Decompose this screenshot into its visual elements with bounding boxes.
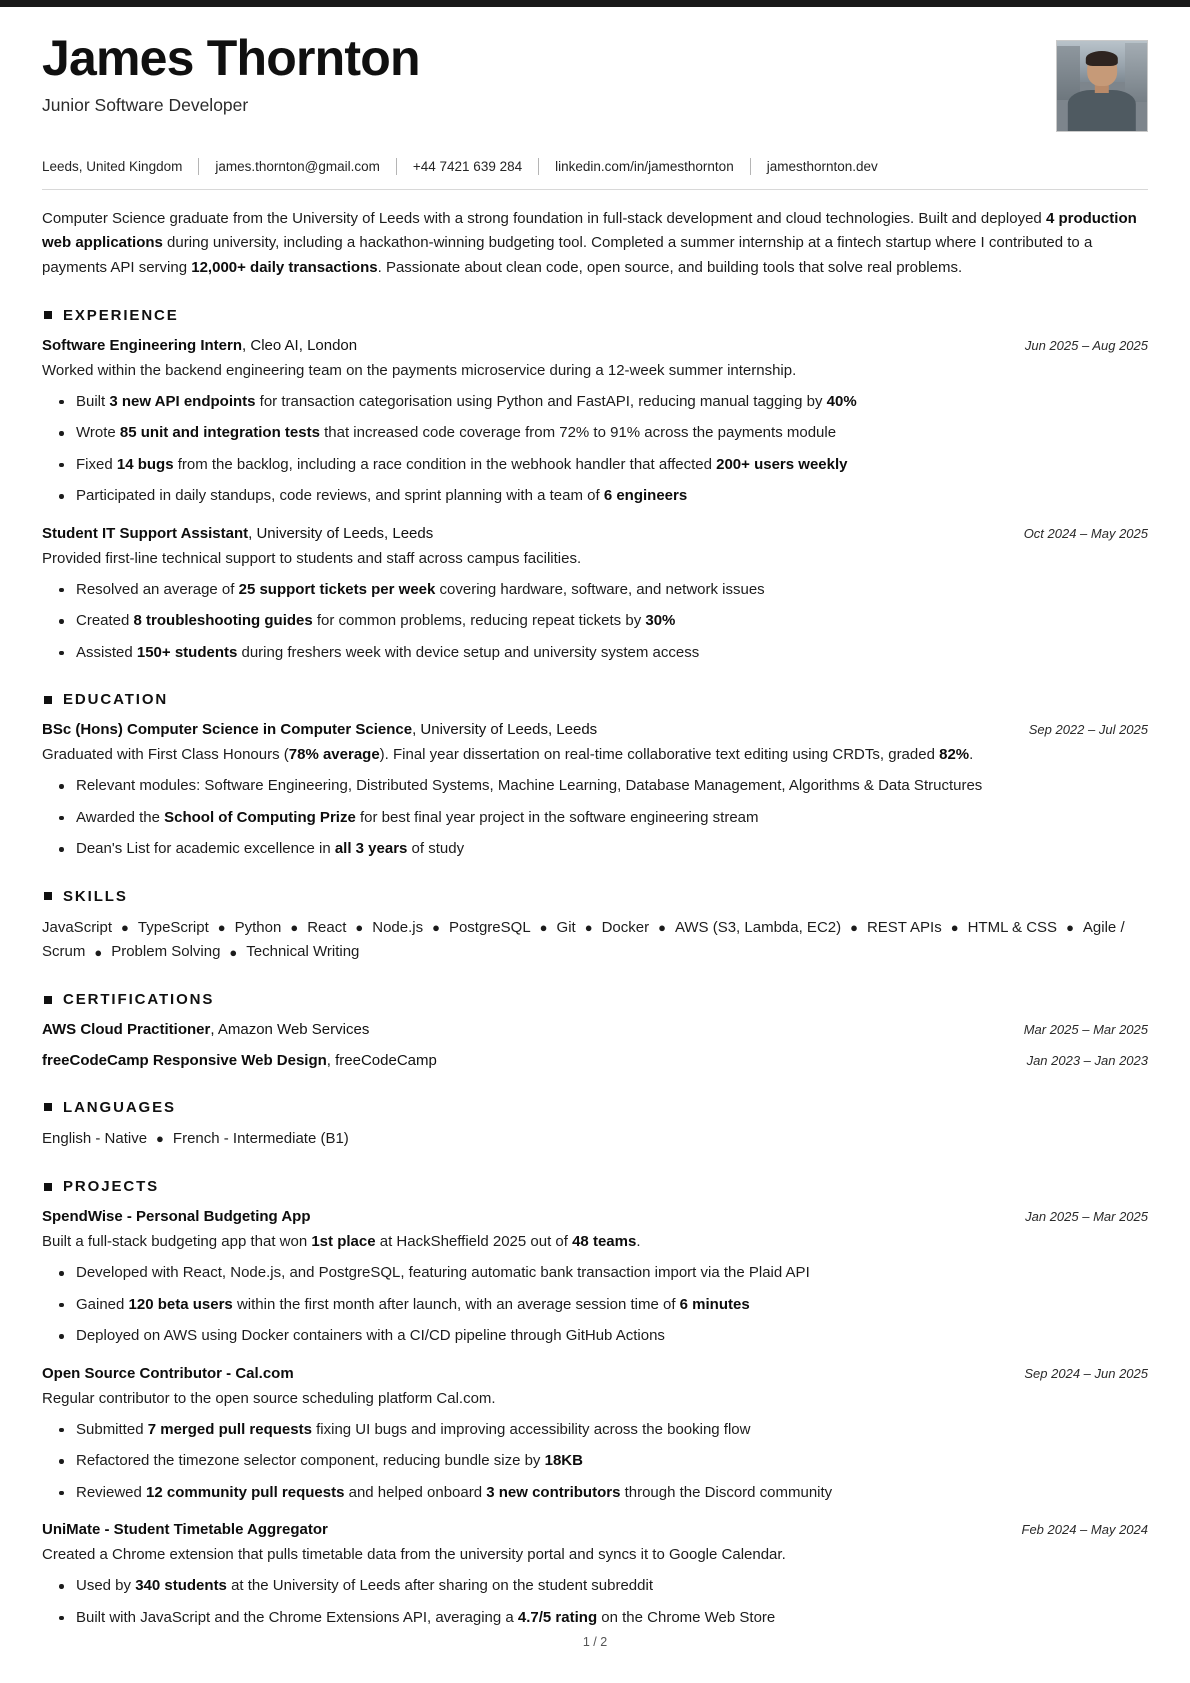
entry-organisation: , University of Leeds, Leeds — [248, 524, 434, 542]
certification-issuer: , freeCodeCamp — [326, 1052, 437, 1070]
entry-date: Jun 2025 – Aug 2025 — [1024, 337, 1148, 353]
section-title-label: SKILLS — [63, 887, 128, 905]
entry-title — [42, 719, 597, 741]
skills-item: JavaScript — [42, 918, 113, 936]
dot-separator-icon: ● — [156, 1131, 164, 1147]
skills-item: TypeScript — [137, 918, 209, 936]
emphasis-text: 200+ users weekly — [716, 455, 848, 473]
emphasis-text: 120 beta users — [128, 1295, 233, 1313]
candidate-headline: Junior Software Developer — [42, 95, 249, 115]
emphasis-text: 4 production web applications — [42, 210, 1137, 252]
square-bullet-icon — [44, 892, 52, 900]
page-footer: 1 / 2 — [582, 1635, 608, 1649]
photo-hair — [1086, 51, 1118, 66]
entry — [42, 1363, 1148, 1505]
body-text: Submitted — [76, 1420, 148, 1438]
body-text: Reviewed — [76, 1483, 147, 1501]
bullet-item — [76, 422, 1148, 445]
bullet-item — [76, 391, 1148, 414]
body-text: Relevant modules: Software Engineering, Distributed Systems, Machine Learning, Database Management, Algorithms & Data Structures — [76, 777, 983, 795]
emphasis-text: School of Computing Prize — [164, 808, 356, 826]
entry-description — [42, 1230, 1148, 1253]
skills-item: Technical Writing — [246, 943, 360, 961]
entry-role: UniMate - Student Timetable Aggregator — [42, 1521, 328, 1539]
entry-description: Provided first-line technical support to students and staff across campus facilities. — [42, 549, 582, 567]
entry-bullet-list — [42, 391, 1148, 508]
entry-description: Regular contributor to the open source scheduling platform Cal.com. — [42, 1389, 496, 1407]
body-text: Resolved an average of — [76, 580, 239, 598]
emphasis-text: 8 troubleshooting guides — [133, 612, 313, 630]
bullet-item — [76, 1419, 1148, 1442]
body-text: of study — [407, 840, 465, 858]
section-languages — [42, 1099, 1148, 1151]
dot-separator-icon: ● — [539, 920, 548, 936]
entry-role: Software Engineering Intern — [42, 336, 243, 354]
skills-item: REST APIs — [866, 918, 942, 936]
skills-item: PostgreSQL — [448, 918, 531, 936]
body-text: Created — [76, 612, 134, 630]
body-text: Graduated with First Class Honours ( — [42, 746, 289, 764]
certification-row — [42, 1019, 1148, 1041]
square-bullet-icon — [44, 696, 52, 704]
bullet-item — [76, 1575, 1148, 1598]
body-text: at the University of Leeds after sharing on the student subreddit — [226, 1577, 653, 1595]
entry-header — [42, 523, 1148, 545]
body-text: Built — [76, 392, 110, 410]
entry-date: Jan 2025 – Mar 2025 — [1025, 1209, 1148, 1225]
body-text: covering hardware, software, and network issues — [435, 580, 765, 598]
entry — [42, 1519, 1148, 1629]
dot-separator-icon: ● — [850, 920, 858, 936]
certification-title — [42, 1050, 437, 1072]
skills-item: HTML & CSS — [967, 918, 1058, 936]
candidate-name: James Thornton — [42, 30, 420, 86]
bullet-item — [76, 579, 1148, 602]
certification-date: Jan 2023 – Jan 2023 — [1026, 1053, 1148, 1069]
entry-date: Sep 2024 – Jun 2025 — [1024, 1365, 1148, 1381]
body-text: Built with JavaScript and the Chrome Extensions API, averaging a — [76, 1608, 518, 1626]
contact-item-2[interactable]: +44 7421 639 284 — [412, 159, 523, 174]
body-text: that increased code coverage from 72% to 91% across the payments module — [319, 424, 837, 442]
contact-separator — [396, 158, 397, 175]
dot-separator-icon: ● — [658, 920, 666, 936]
skills-item: Git — [556, 918, 576, 936]
body-text: Computer Science graduate from the University of Leeds with a strong foundation in full-stack development and cloud technologies. Built and deployed — [42, 210, 1046, 227]
dot-separator-icon: ● — [584, 920, 593, 936]
entry — [42, 523, 1148, 665]
square-bullet-icon — [44, 1183, 52, 1191]
body-text: Fixed — [76, 455, 117, 473]
entry-bullet-list — [42, 579, 1148, 665]
entry-organisation: , University of Leeds, Leeds — [412, 721, 598, 739]
bullet-item — [76, 838, 1148, 861]
certification-issuer: , Amazon Web Services — [210, 1021, 370, 1039]
emphasis-text: 14 bugs — [116, 455, 174, 473]
entry-bullet-list — [42, 1575, 1148, 1629]
emphasis-text: 150+ students — [136, 643, 238, 661]
body-text: for best final year project in the software engineering stream — [355, 808, 759, 826]
entry-description — [42, 743, 1148, 766]
photo-torso — [1068, 90, 1136, 131]
emphasis-text: 6 engineers — [603, 487, 688, 505]
emphasis-text: 340 students — [135, 1577, 227, 1595]
skills-item: Python — [234, 918, 282, 936]
entry-role: SpendWise - Personal Budgeting App — [42, 1208, 311, 1226]
body-text: Awarded the — [76, 808, 165, 826]
section-experience — [42, 307, 1148, 665]
bullet-item — [76, 1482, 1148, 1505]
section-title-languages — [44, 1099, 1148, 1116]
bullet-item — [76, 1607, 1148, 1630]
certification-row — [42, 1050, 1148, 1072]
section-projects — [42, 1178, 1148, 1629]
section-title-certifications — [44, 991, 1148, 1008]
skills-list — [42, 916, 1148, 965]
body-text: Dean's List for academic excellence in — [76, 840, 335, 858]
contact-item-1[interactable]: james.thornton@gmail.com — [215, 159, 380, 174]
contact-item-3[interactable]: linkedin.com/in/jamesthornton — [555, 159, 734, 174]
bullet-item — [76, 642, 1148, 665]
section-title-label: CERTIFICATIONS — [63, 991, 215, 1009]
section-skills — [42, 888, 1148, 965]
entry-role: BSc (Hons) Computer Science in Computer Science — [42, 721, 413, 739]
header-text-block — [42, 30, 1056, 117]
body-text: . — [636, 1233, 641, 1251]
entry-bullet-list — [42, 1262, 1148, 1348]
square-bullet-icon — [44, 1103, 52, 1111]
emphasis-text: 78% average — [288, 746, 380, 764]
entry-title — [42, 335, 357, 357]
contact-separator — [538, 158, 539, 175]
emphasis-text: all 3 years — [334, 840, 408, 858]
bullet-item — [76, 1325, 1148, 1348]
skills-item: Agile / Scrum — [42, 918, 1125, 961]
skills-item: AWS (S3, Lambda, EC2) — [674, 918, 842, 936]
entry-header — [42, 335, 1148, 357]
body-text: during university, including a hackathon-winning budgeting tool. Completed a summer internship at a fintech startup where I contributed to a payments API serving — [42, 234, 1093, 276]
dot-separator-icon: ● — [94, 944, 103, 960]
dot-separator-icon: ● — [950, 920, 959, 936]
body-text: on the Chrome Web Store — [597, 1608, 776, 1626]
emphasis-text: 12 community pull requests — [146, 1483, 345, 1501]
entry-description: Created a Chrome extension that pulls timetable data from the university portal and syncs it to Google Calendar. — [42, 1546, 786, 1564]
entry-header — [42, 1206, 1148, 1228]
skills-item: React — [307, 918, 347, 936]
emphasis-text: 85 unit and integration tests — [119, 424, 320, 442]
contact-separator — [750, 158, 751, 175]
entry-role: Student IT Support Assistant — [42, 524, 249, 542]
profile-photo — [1056, 40, 1148, 132]
square-bullet-icon — [44, 311, 52, 319]
section-title-label: PROJECTS — [63, 1178, 160, 1196]
emphasis-text: 40% — [826, 392, 857, 410]
square-bullet-icon — [44, 996, 52, 1004]
emphasis-text: 3 new contributors — [486, 1483, 621, 1501]
body-text: for transaction categorisation using Python and FastAPI, reducing manual tagging by — [255, 392, 827, 410]
section-title-experience — [44, 307, 1148, 324]
skills-item: Node.js — [372, 918, 424, 936]
body-text: Gained — [76, 1295, 129, 1313]
body-text: Refactored the timezone selector component, reducing bundle size by — [76, 1452, 545, 1470]
emphasis-text: 30% — [645, 612, 676, 630]
dot-separator-icon: ● — [1066, 920, 1074, 936]
body-text: Developed with React, Node.js, and PostgreSQL, featuring automatic bank transaction import via the Plaid API — [76, 1264, 810, 1282]
emphasis-text: 1st place — [311, 1233, 376, 1251]
entry-header — [42, 1519, 1148, 1541]
entry-role: Open Source Contributor - Cal.com — [42, 1364, 294, 1382]
entry-title — [42, 1519, 328, 1541]
bullet-item — [76, 775, 1148, 798]
body-text: from the backlog, including a race condition in the webhook handler that affected — [173, 455, 717, 473]
certification-name: AWS Cloud Practitioner — [42, 1021, 211, 1039]
languages-item: English - Native — [42, 1129, 148, 1147]
entry-date: Sep 2022 – Jul 2025 — [1028, 722, 1148, 738]
certification-title — [42, 1019, 369, 1041]
body-text: during freshers week with device setup and university system access — [237, 643, 700, 661]
certification-name: freeCodeCamp Responsive Web Design — [42, 1052, 327, 1070]
dot-separator-icon: ● — [432, 920, 440, 936]
section-title-projects — [44, 1178, 1148, 1195]
section-certifications — [42, 991, 1148, 1072]
emphasis-text: 18KB — [544, 1452, 583, 1470]
body-text: Wrote — [76, 424, 120, 442]
dot-separator-icon: ● — [121, 920, 129, 936]
bullet-item — [76, 1450, 1148, 1473]
emphasis-text: 3 new API endpoints — [109, 392, 256, 410]
entry — [42, 719, 1148, 861]
entry-title — [42, 523, 433, 545]
body-text: Participated in daily standups, code reviews, and sprint planning with a team of — [76, 487, 604, 505]
body-text: . — [969, 746, 974, 764]
section-title-skills — [44, 888, 1148, 905]
dot-separator-icon: ● — [229, 944, 238, 960]
entry-organisation: , Cleo AI, London — [242, 336, 358, 354]
contact-separator — [198, 158, 199, 175]
body-text: ). Final year dissertation on real-time collaborative text editing using CRDTs, graded — [379, 746, 940, 764]
bullet-item — [76, 610, 1148, 633]
entry-date: Oct 2024 – May 2025 — [1023, 525, 1148, 541]
entry-bullet-list — [42, 775, 1148, 861]
body-text: . Passionate about clean code, open source, and building tools that solve real problems. — [377, 258, 963, 276]
body-text: Deployed on AWS using Docker containers with a CI/CD pipeline through GitHub Actions — [76, 1327, 665, 1345]
entry-title — [42, 1363, 294, 1385]
entry — [42, 335, 1148, 508]
contact-item-0[interactable]: Leeds, United Kingdom — [42, 159, 183, 174]
emphasis-text: 12,000+ daily transactions — [191, 258, 378, 276]
contact-row — [42, 158, 1148, 190]
languages-list — [42, 1127, 1148, 1151]
bullet-item — [76, 485, 1148, 508]
emphasis-text: 6 minutes — [679, 1295, 750, 1313]
emphasis-text: 48 teams — [572, 1233, 637, 1251]
resume-sections — [42, 307, 1148, 1629]
entry-title — [42, 1206, 311, 1228]
entry-date: Feb 2024 – May 2024 — [1021, 1522, 1148, 1538]
body-text: through the Discord community — [620, 1483, 833, 1501]
emphasis-text: 4.7/5 rating — [517, 1608, 598, 1626]
bullet-item — [76, 1262, 1148, 1285]
skills-item: Docker — [601, 918, 650, 936]
bullet-item — [76, 454, 1148, 477]
dot-separator-icon: ● — [290, 920, 299, 936]
section-title-label: EDUCATION — [63, 691, 169, 709]
dot-separator-icon: ● — [217, 920, 226, 936]
entry-header — [42, 1363, 1148, 1385]
bullet-item — [76, 807, 1148, 830]
body-text: and helped onboard — [344, 1483, 487, 1501]
dot-separator-icon: ● — [355, 920, 364, 936]
bullet-item — [76, 1294, 1148, 1317]
body-text: at HackSheffield 2025 out of — [375, 1233, 573, 1251]
languages-item: French - Intermediate (B1) — [172, 1129, 349, 1147]
resume-header — [42, 0, 1148, 132]
certification-date: Mar 2025 – Mar 2025 — [1023, 1022, 1148, 1038]
body-text: Used by — [76, 1577, 136, 1595]
body-text: for common problems, reducing repeat tickets by — [312, 612, 646, 630]
section-title-education — [44, 691, 1148, 708]
professional-summary — [42, 207, 1148, 280]
entry — [42, 1206, 1148, 1348]
body-text: Built a full-stack budgeting app that won — [42, 1233, 312, 1251]
section-title-label: EXPERIENCE — [63, 306, 179, 324]
skills-item: Problem Solving — [111, 943, 221, 961]
emphasis-text: 7 merged pull requests — [147, 1420, 312, 1438]
page-top-rule — [0, 0, 1190, 7]
emphasis-text: 82% — [939, 746, 970, 764]
entry-header — [42, 719, 1148, 741]
section-education — [42, 691, 1148, 861]
body-text: fixing UI bugs and improving accessibility across the booking flow — [311, 1420, 751, 1438]
body-text: Assisted — [76, 643, 137, 661]
entry-description: Worked within the backend engineering team on the payments microservice during a 12-week summer internship. — [42, 361, 797, 379]
section-title-label: LANGUAGES — [63, 1098, 176, 1116]
body-text: within the first month after launch, with an average session time of — [232, 1295, 680, 1313]
emphasis-text: 25 support tickets per week — [238, 580, 436, 598]
contact-item-4[interactable]: jamesthornton.dev — [766, 159, 878, 174]
entry-bullet-list — [42, 1419, 1148, 1505]
